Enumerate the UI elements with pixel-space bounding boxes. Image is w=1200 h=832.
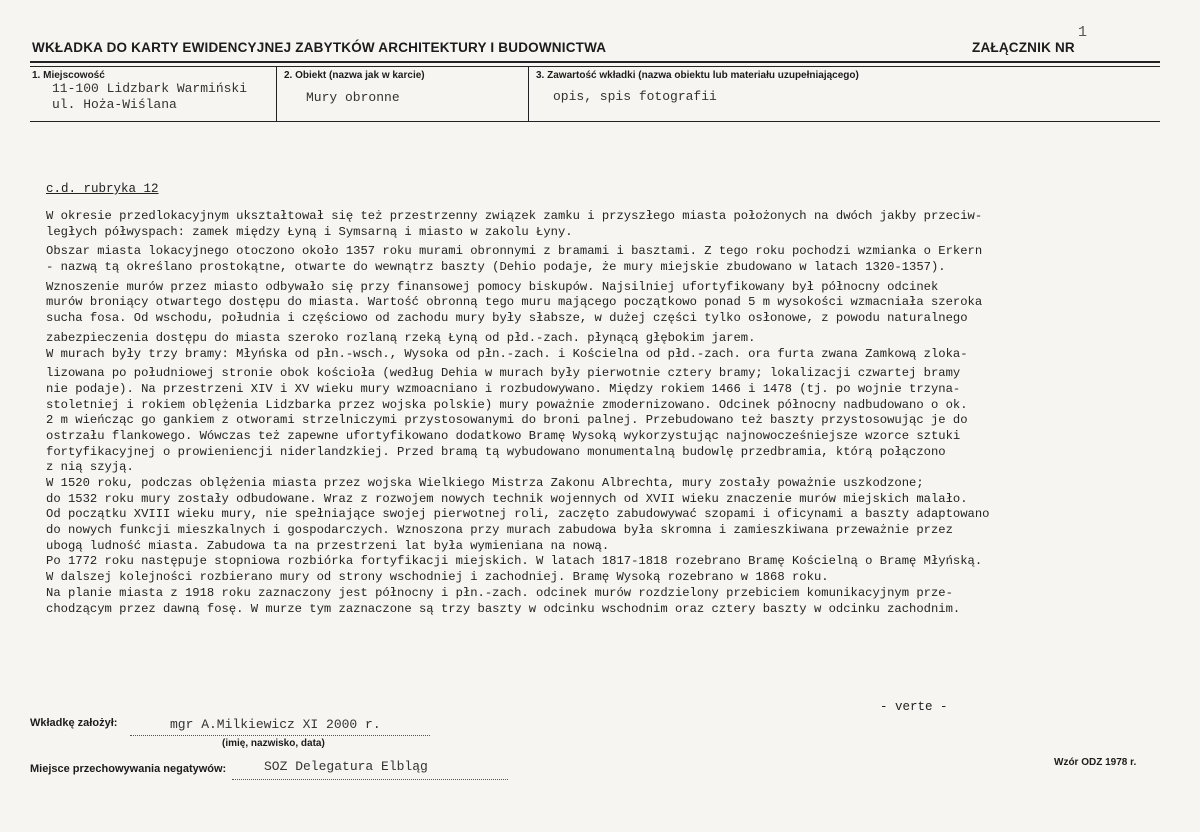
field-divider-1: [276, 66, 277, 122]
body-line: Od początku XVIII wieku mury, nie spełniające swojej pierwotnej roli, zaczęto zabudowywać szopami i oficynami a baszty adaptowano: [46, 507, 990, 522]
field-divider-2: [528, 66, 529, 122]
header-rule-second: [30, 66, 1160, 67]
body-line: lizowana po południowej stronie obok kościoła (według Dehia w murach były pierwotnie cztery bramy; lokalizacji czwartej bramy: [46, 366, 961, 381]
body-line: Wznoszenie murów przez miasto odbywało się przy finansowej pomocy biskupów. Najsilniej ufortyfikowany był północny odcinek: [46, 279, 939, 294]
locality-line-2: ul. Hoża-Wiślana: [52, 97, 177, 112]
body-line: W okresie przedlokacyjnym ukształtował się też przestrzenny związek zamku i przyszłego miasta położonych na dwóch jakby przeciw-: [46, 209, 983, 223]
negatives-label: Miejsce przechowywania negatywów:: [30, 763, 227, 775]
author-line: [130, 734, 430, 736]
attachment-number: 1: [1078, 24, 1088, 41]
body-line: W dalszej kolejności rozbierano mury od strony wschodniej i zachodniej. Bramę Wysoką rozebrano w 1868 roku.: [46, 570, 829, 585]
object-value: Mury obronne: [306, 90, 400, 105]
body-line: do 1532 roku mury zostały odbudowane. Wraz z rozwojem nowych technik wojennych od XVII wieku znaczenie murów miejskich malało.: [46, 491, 968, 506]
field-box-bottom: [30, 121, 1160, 122]
author-label: Wkładkę założył:: [30, 717, 118, 729]
body-line: nie podaje). Na przestrzeni XIV i XV wieku mury wzmoacniano i rozbudowywano. Między rokiem 1466 i 1478 (tj. po wojnie trzyna-: [46, 381, 961, 396]
body-line: ległych półwyspach: zamek między Łyną i Symsarną i miasto w zakolu Łyny.: [46, 224, 573, 239]
author-value: mgr A.Milkiewicz XI 2000 r.: [170, 717, 381, 732]
content-value: opis, spis fotografii: [553, 89, 717, 104]
body-line: Na planie miasta z 1918 roku zaznaczony jest północny i płn.-zach. odcinek murów rozdzielony przebiciem komunikacyjnym prze-: [46, 585, 953, 600]
header-rule-top: [30, 61, 1160, 63]
body-line: chodzącym przez dawną fosę. W murze tym zaznaczone są trzy baszty w odcinku wschodnim oraz cztery baszty w odcinku zachodnim.: [46, 601, 961, 616]
locality-line-1: 11-100 Lidzbark Warmiński: [52, 81, 248, 96]
locality-label: 1. Miejscowość: [32, 70, 105, 81]
body-line: W murach były trzy bramy: Młyńska od płn.-wsch., Wysoka od płn.-zach. i Kościelna od płd.-zach. ora furta zwana Zamkową zloka-: [46, 346, 968, 361]
body-line: ostrzału flankowego. Wówczas też zapewne ufortyfikowano dodatkowo Bramę Wysoką wykorzystując najnowocześniejsze wzorce sztuki: [46, 428, 961, 443]
body-line: - nazwą tą określano prostokątne, otwarte do wewnątrz baszty (Dehio podaje, że mury miejskie zbudowano w latach 1320-1357).: [46, 260, 946, 275]
body-line: W 1520 roku, podczas oblężenia miasta przez wojska Wielkiego Mistrza Zakonu Albrechta, mury zostały poważnie uszkodzone;: [46, 476, 924, 490]
object-label: 2. Obiekt (nazwa jak w karcie): [284, 70, 425, 81]
body-line: Obszar miasta lokacyjnego otoczono około 1357 roku murami obronnymi z bramami i basztami. Z tego roku pochodzi wzmianka o Erkern: [46, 244, 983, 259]
form-code: Wzór ODZ 1978 r.: [1054, 757, 1137, 768]
body-line: z nią szyją.: [46, 460, 134, 475]
body-line: fortyfikacyjnej o prowieniencji niderlandzkiej. Przed bramą tą wybudowano monumentalną budowlę przedbramia, którą połączono: [46, 444, 946, 459]
body-line: zabezpieczenia dostępu do miasta szeroko rozlaną rzeką Łyną od płd.-zach. płynącą głębokim jarem.: [46, 330, 756, 345]
body-line: ubogą ludność miasta. Zabudowa ta na przestrzeni lat była wymieniana na nową.: [46, 538, 610, 553]
form-title: WKŁADKA DO KARTY EWIDENCYJNEJ ZABYTKÓW ARCHITEKTURY I BUDOWNICTWA: [32, 40, 607, 55]
body-line: 2 m wieńcząc go gankiem z otworami strzelniczymi przystosowanymi do broni palnej. Przebudowano też baszty przystosowując je do: [46, 413, 968, 428]
body-line: murów broniący otwartego dostępu do miasta. Wartość obronną tego muru mającego początkowo ponad 5 m wysokości wzmacniała szeroka: [46, 295, 983, 310]
attachment-label: ZAŁĄCZNIK NR: [972, 40, 1075, 55]
section-heading: c.d. rubryka 12: [46, 182, 159, 196]
negatives-line: [232, 778, 508, 780]
body-text: [46, 209, 1166, 617]
verte-note: - verte -: [880, 700, 948, 714]
body-line: stoletniej i rokiem oblężenia Lidzbarka przez wojska polskie) mury poważnie zmodernizowano. Odcinek północny nadbudowano o ok.: [46, 397, 968, 412]
body-line: do nowych funkcji mieszkalnych i gospodarczych. Wznoszona przy murach zabudowa była skromna i zamieszkiwana przeważnie przez: [46, 523, 953, 538]
body-line: sucha fosa. Od wschodu, południa i częściowo od zachodu mury były słabsze, w dużej części tylko osłonowe, z powodu naturalnego: [46, 311, 968, 326]
author-hint: (imię, nazwisko, data): [222, 738, 325, 749]
body-line: Po 1772 roku następuje stopniowa rozbiórka fortyfikacji miejskich. W latach 1817-1818 rozebrano Bramę Kościelną o Bramę Młyńską.: [46, 554, 983, 569]
content-label: 3. Zawartość wkładki (nazwa obiektu lub materiału uzupełniającego): [536, 70, 859, 81]
negatives-value: SOZ Delegatura Elbląg: [264, 759, 428, 774]
